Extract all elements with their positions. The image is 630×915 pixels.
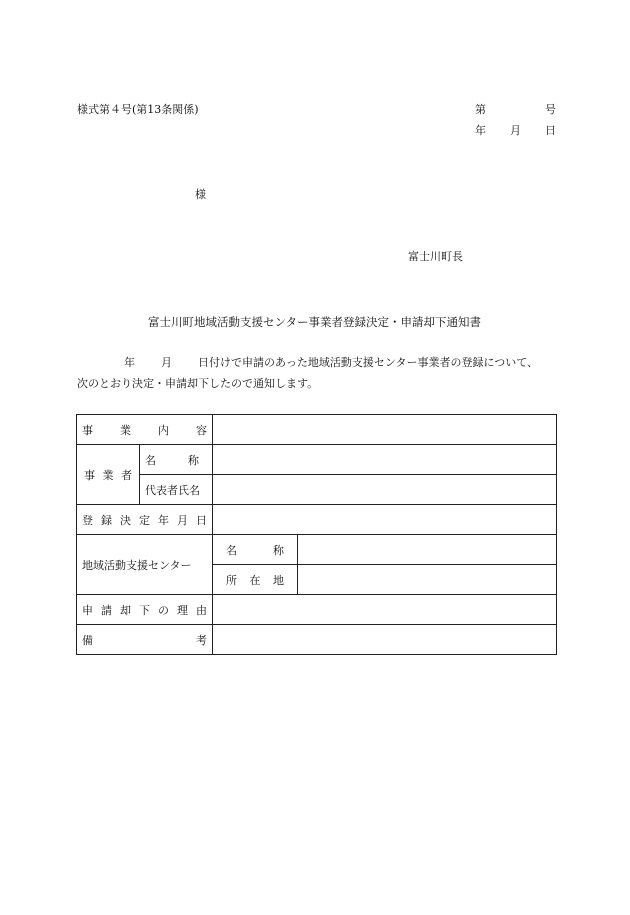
row-rejection-reason [77,595,557,625]
value-registration-date[interactable] [213,505,557,535]
number-label-dai: 第 [475,103,486,116]
label-operator-rep: 代表者氏名 [140,475,213,505]
row-center-name [77,535,557,565]
body-line-1 [124,356,538,370]
value-remarks[interactable] [213,625,557,655]
form-number: 様式第４号(第13条関係) [77,103,199,116]
body-year: 年 [124,356,135,369]
label-rejection-reason: 申 請 却 下 の 理 由 [77,595,213,625]
document-title: 富士川町地域活動支援センター事業者登録決定・申請却下通知書 [148,315,482,329]
row-operator-name [77,445,557,475]
label-business-content: 事 業 内 容 [77,415,213,445]
value-operator-rep[interactable] [213,475,557,505]
value-center-location[interactable] [298,565,557,595]
date-day-label: 日 [545,124,556,137]
addressee-honorific: 様 [195,188,206,201]
number-label-go: 号 [545,103,556,116]
row-remarks [77,625,557,655]
row-business-content [77,415,557,445]
date-year-label: 年 [475,124,486,137]
date-month-label: 月 [510,124,521,137]
value-operator-name[interactable] [213,445,557,475]
label-remarks: 備 考 [77,625,213,655]
label-operator-name: 名 称 [140,445,213,475]
body-line1-rest: 日付けで申請のあった地域活動支援センター事業者の登録について、 [198,356,539,369]
row-registration-date [77,505,557,535]
label-center-location: 所 在 地 [213,565,298,595]
label-center-name: 名 称 [213,535,298,565]
value-rejection-reason[interactable] [213,595,557,625]
label-operator: 事 業 者 [77,445,140,505]
label-center: 地域活動支援センター [77,535,213,595]
body-month: 月 [161,356,172,369]
value-center-name[interactable] [298,535,557,565]
value-business-content[interactable] [213,415,557,445]
body-line-2: 次のとおり決定・申請却下したので通知します。 [77,377,319,390]
label-registration-date: 登 録 決 定 年 月 日 [77,505,213,535]
issuer-name: 富士川町長 [408,250,463,263]
notice-form-table [76,414,557,655]
row-operator-rep [77,475,557,505]
